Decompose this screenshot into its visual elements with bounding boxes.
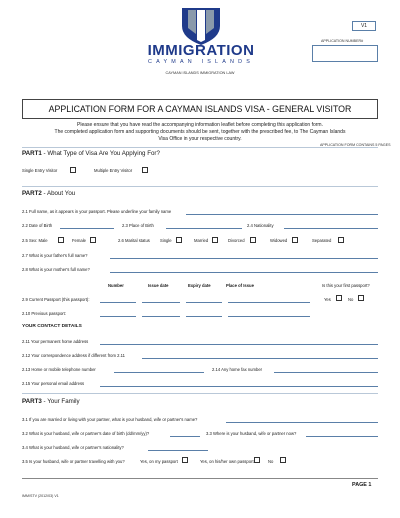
fax-field[interactable] [274, 372, 378, 373]
marital-separated-checkbox[interactable] [338, 237, 344, 243]
widowed-label: Widowed [270, 238, 288, 243]
q3-4-label: 3.4 What is your husband, wife or partner's nationality? [22, 445, 124, 450]
nationality-field[interactable] [284, 228, 378, 229]
first-passport-no-checkbox[interactable] [358, 295, 364, 301]
travelling-no-checkbox[interactable] [280, 457, 286, 463]
marital-widowed-checkbox[interactable] [292, 237, 298, 243]
yes-own-passport-label: Yes, on his/her own passport [200, 459, 254, 464]
q2-4-label: 2.4 Nationality [247, 223, 274, 228]
partner-dob-field[interactable] [170, 436, 200, 437]
form-title: APPLICATION FORM FOR A CAYMAN ISLANDS VISA - GENERAL VISITOR [48, 104, 352, 114]
form-title-box [22, 99, 378, 119]
q2-10-label: 2.10 Previous passport: [22, 311, 66, 316]
female-label: Female [72, 238, 86, 243]
travelling-no-label: No [268, 459, 274, 464]
travelling-yes-own-passport-checkbox[interactable] [254, 457, 260, 463]
q3-1-label: 3.1 If you are married or living with your partner, what is your husband, wife or partner's name? [22, 417, 198, 422]
application-number-field[interactable] [312, 45, 378, 62]
q2-3-label: 2.3 Place of Birth [122, 223, 154, 228]
passport-header-place-of-issue: Place of Issue [226, 283, 254, 288]
partner-nationality-field[interactable] [148, 450, 208, 451]
contact-details-heading: YOUR CONTACT DETAILS [22, 324, 82, 329]
pages-note: APPLICATION FORM CONTAINS 5 PAGES [320, 143, 391, 147]
logo-subtitle: CAYMAN ISLANDS [147, 59, 255, 65]
form-code-box: V1 [352, 21, 376, 31]
separated-label: Separated [312, 238, 332, 243]
q2-5-label: 2.5 Sex: Male [22, 238, 48, 243]
logo [147, 6, 255, 66]
current-passport-issue-date-field[interactable] [142, 302, 180, 303]
full-name-field[interactable] [186, 214, 378, 215]
previous-passport-issue-date-field[interactable] [142, 316, 180, 317]
married-label: Married [194, 238, 209, 243]
footer-rule [22, 478, 378, 479]
passport-header-number: Number [108, 283, 124, 288]
form-id: IMM/STV (2012/03) V1 [22, 494, 59, 498]
multiple-entry-label: Multiple Entry Visitor [94, 168, 133, 173]
first-passport-yes-checkbox[interactable] [336, 295, 342, 301]
place-of-birth-field[interactable] [166, 228, 242, 229]
divider [22, 147, 378, 148]
single-label: Single [160, 238, 172, 243]
q2-11-label: 2.11 Your permanent home address [22, 339, 89, 344]
mother-name-field[interactable] [110, 272, 378, 273]
previous-passport-place-field[interactable] [228, 316, 310, 317]
q3-2-label: 3.2 What is your husband, wife or partner's date of birth (dd/mm/yy)? [22, 431, 150, 436]
marital-married-checkbox[interactable] [212, 237, 218, 243]
q2-8-label: 2.8 What is your mother's full name? [22, 267, 90, 272]
passport-header-expiry-date: Expiry date [188, 283, 211, 288]
current-passport-expiry-date-field[interactable] [186, 302, 222, 303]
q2-7-label: 2.7 What is your father's full name? [22, 253, 88, 258]
divorced-label: Divorced [228, 238, 245, 243]
part2-heading: PART2 - About You [22, 190, 76, 197]
q2-12-label: 2.12 Your correspondence address if different from 2.11 [22, 353, 125, 358]
email-field[interactable] [100, 386, 378, 387]
current-passport-number-field[interactable] [100, 302, 136, 303]
first-passport-question: Is this your first passport? [322, 283, 370, 288]
q2-13-label: 2.13 Home or mobile telephone number [22, 367, 96, 372]
marital-single-checkbox[interactable] [176, 237, 182, 243]
intro-line-1: Please ensure that you have read the accompanying information leaflet before completing this application form. [77, 122, 323, 128]
q2-2-label: 2.2 Date of Birth [22, 223, 53, 228]
intro-line-2: The completed application form and supporting documents should be sent, together with the prescribed fee, to The Cayman Islands [54, 129, 346, 135]
q2-15-label: 2.15 Your personal email address [22, 381, 85, 386]
first-passport-no-label: No [348, 297, 354, 302]
partner-name-field[interactable] [226, 422, 378, 423]
passport-header-issue-date: Issue date [148, 283, 169, 288]
marital-divorced-checkbox[interactable] [250, 237, 256, 243]
single-entry-label: Single Entry Visitor [22, 168, 58, 173]
sex-male-checkbox[interactable] [58, 237, 64, 243]
multiple-entry-checkbox[interactable] [142, 167, 148, 173]
father-name-field[interactable] [110, 258, 378, 259]
home-address-field[interactable] [100, 344, 378, 345]
q3-3-label: 3.3 Where is your husband, wife or partner now? [206, 431, 297, 436]
partner-location-field[interactable] [306, 436, 378, 437]
page-number: PAGE 1 [352, 482, 372, 488]
single-entry-checkbox[interactable] [70, 167, 76, 173]
q2-14-label: 2.14 Any home fax number [212, 367, 263, 372]
q2-1-label: 2.1 Full name, as it appears in your passport. Please underline your family name [22, 209, 172, 214]
correspondence-address-field[interactable] [142, 358, 378, 359]
sex-female-checkbox[interactable] [90, 237, 96, 243]
current-passport-place-field[interactable] [228, 302, 310, 303]
q2-9-label: 2.9 Current Passport (this passport): [22, 297, 90, 302]
part3-heading: PART3 - Your Family [22, 398, 80, 405]
shield-logo-icon [166, 6, 236, 46]
travelling-yes-my-passport-checkbox[interactable] [182, 457, 188, 463]
part1-heading: PART1 - What Type of Visa Are You Applying For? [22, 150, 160, 157]
telephone-field[interactable] [114, 372, 204, 373]
logo-word: IMMIGRATION [147, 42, 255, 59]
yes-my-passport-label: Yes, on my passport [140, 459, 178, 464]
previous-passport-number-field[interactable] [100, 316, 136, 317]
divider [22, 186, 378, 187]
first-passport-yes-label: Yes [324, 297, 331, 302]
date-of-birth-field[interactable] [60, 228, 114, 229]
application-number-label: APPLICATION NUMBER# [321, 39, 364, 43]
divider [22, 393, 378, 394]
department-line: CAYMAN ISLANDS IMMIGRATION LAW [165, 71, 235, 75]
previous-passport-expiry-date-field[interactable] [186, 316, 222, 317]
intro-line-3: Visa Office in your respective country. [158, 136, 242, 142]
q3-5-label: 3.5 Is your husband, wife or partner travelling with you? [22, 459, 125, 464]
q2-6-label: 2.6 Marital status [118, 238, 150, 243]
